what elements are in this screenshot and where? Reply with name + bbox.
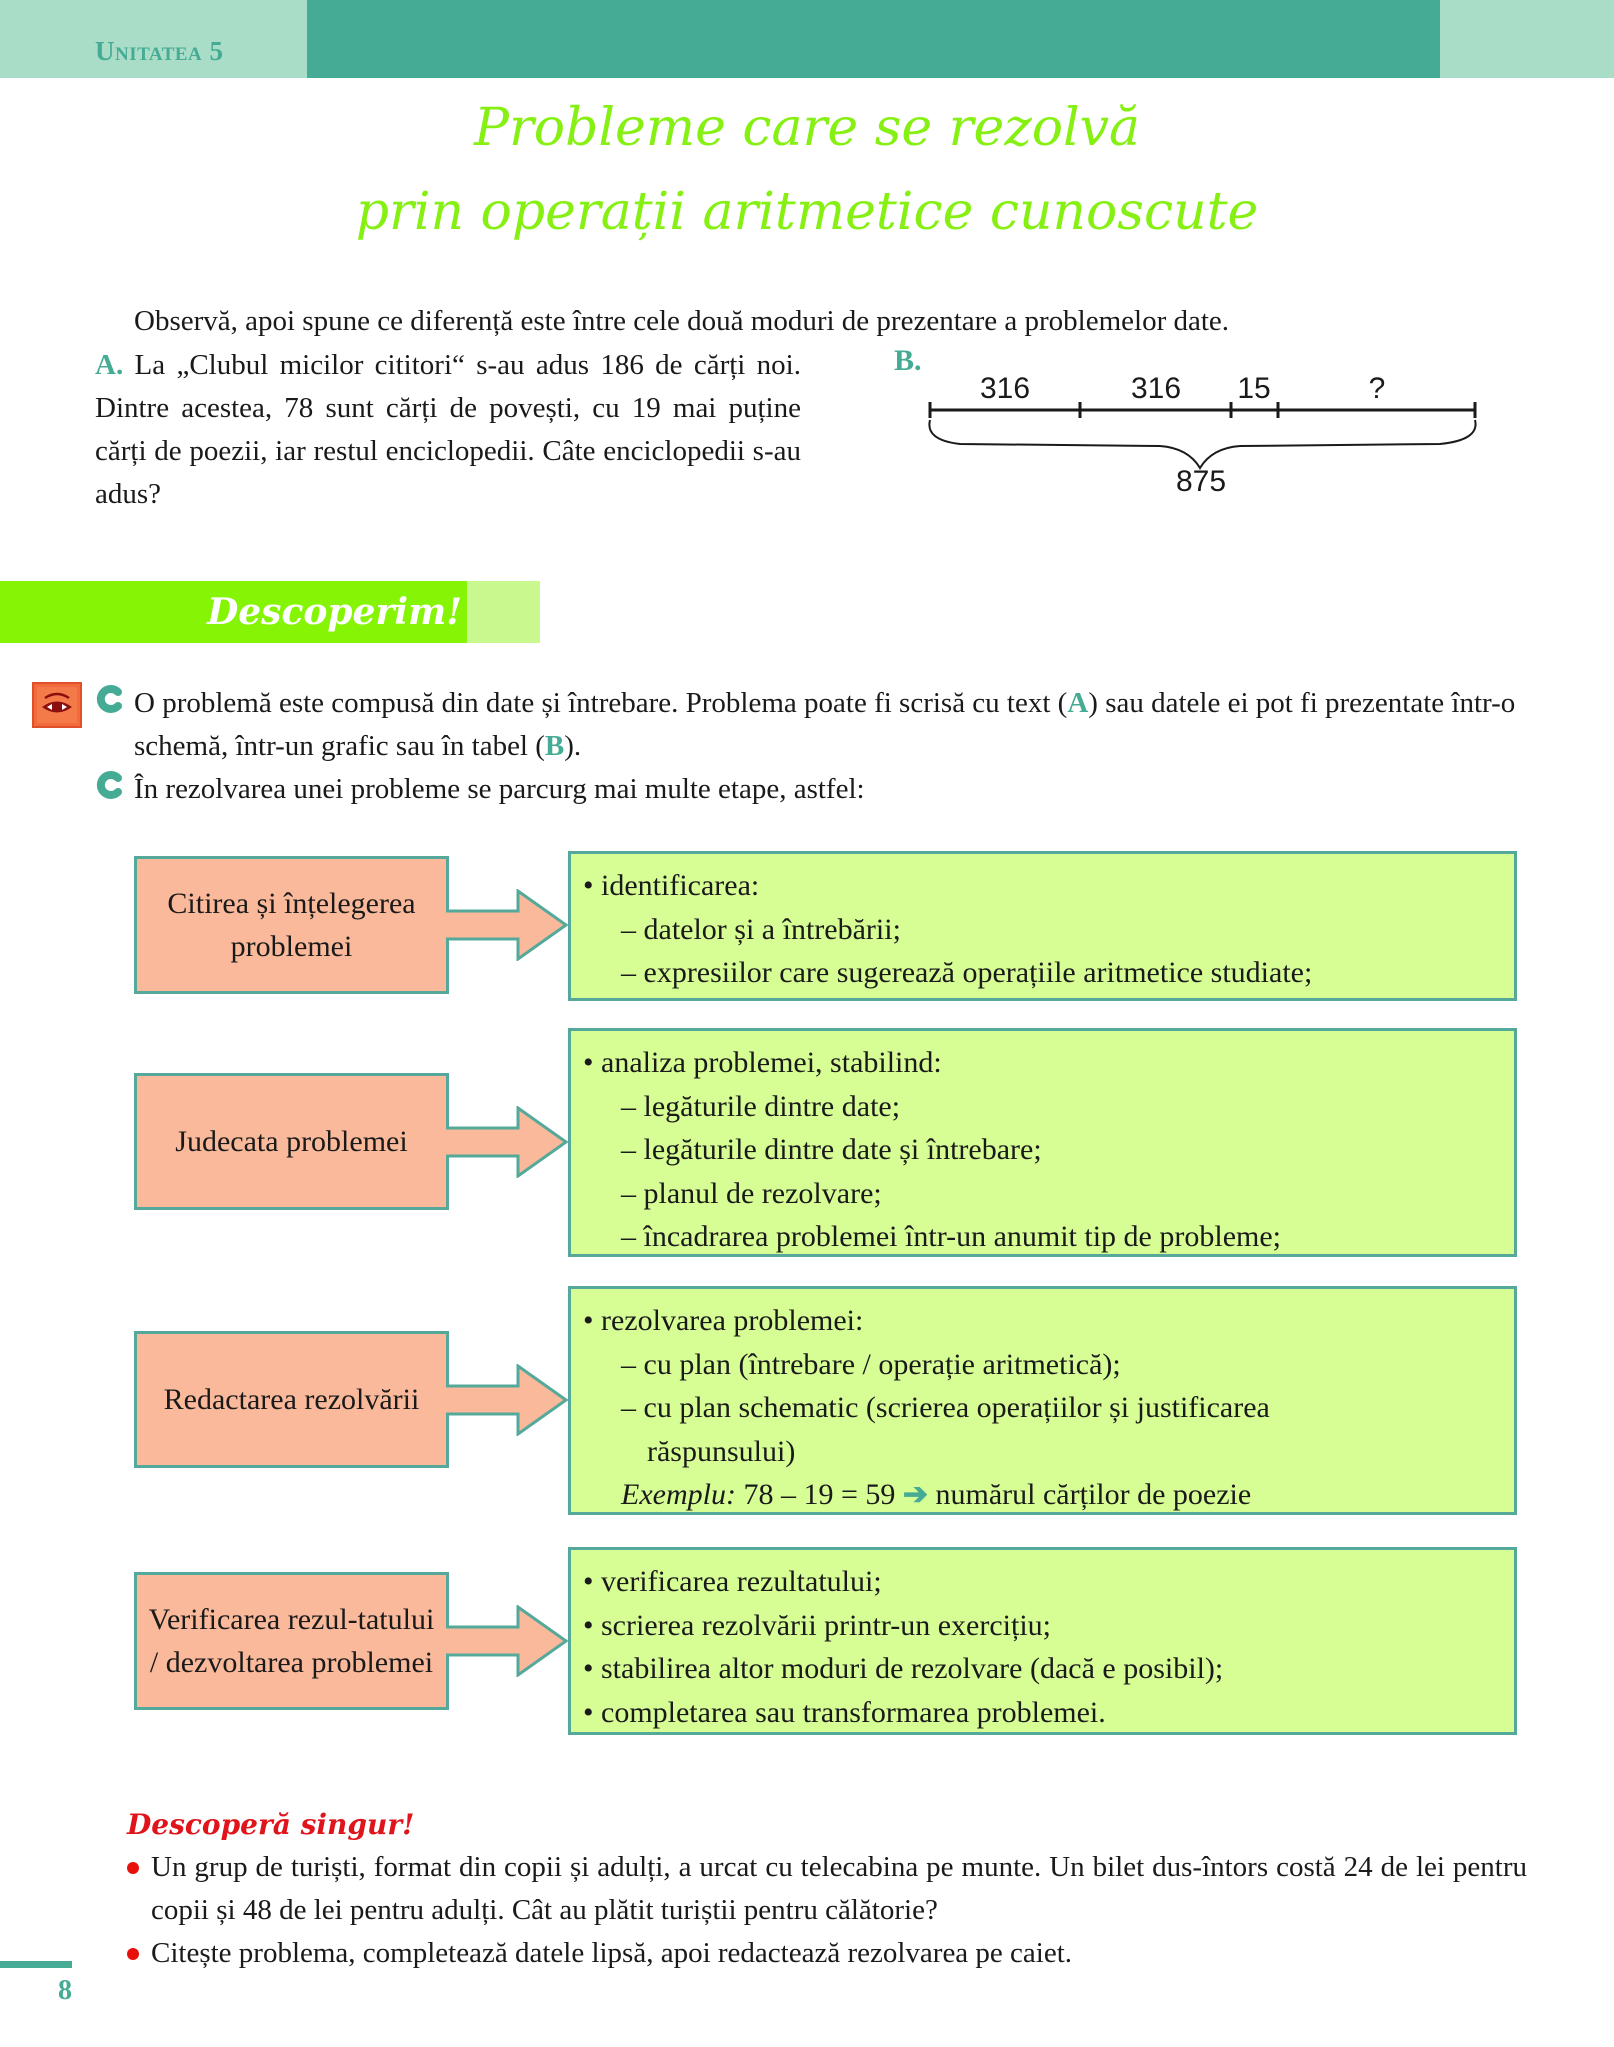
step-box-reasoning: Judecata problemei	[134, 1073, 449, 1210]
arrow-right-icon	[446, 1106, 570, 1178]
discover-alone-title: Descoperă singur!	[127, 1808, 415, 1841]
discover-point-2: În rezolvarea unei probleme se parcurg mai multe etape, astfel:	[134, 773, 865, 805]
arrow-right-icon	[446, 1364, 570, 1436]
intro-instruction: Observă, apoi spune ce diferență este între cele două moduri de prezentare a problemelor date.	[134, 305, 1230, 337]
problem-b-label: B.	[894, 344, 922, 377]
segment-label-3: 15	[1237, 372, 1271, 405]
list-item: Un grup de turiști, format din copii și adulți, a urcat cu telecabina pe munte. Un bilet dus-întors costă 24 de lei pentru copii și 48 de lei pentru adulți. Cât au plătit turiștii pentru călătorie?	[127, 1846, 1527, 1932]
segment-label-2: 316	[1130, 372, 1182, 405]
mark-a: A	[1067, 687, 1089, 719]
total-brace	[929, 420, 1475, 468]
arrow-right-icon	[446, 1605, 570, 1677]
problem-a-text: La „Clubul micilor cititori“ s-au adus 186 de cărți noi. Dintre acestea, 78 sunt cărți de povești, cu 19 mai puține cărți de poezii, iar restul enciclopedii. Câte enciclopedii s-au adus?	[95, 349, 801, 510]
c-bullet-icon	[96, 770, 124, 800]
bullet-dot-icon	[127, 1862, 139, 1874]
segment-diagram	[920, 360, 1490, 510]
example-expression: 78 – 19 = 59	[743, 1478, 896, 1511]
page-number: 8	[58, 1975, 72, 2006]
problem-a	[95, 344, 801, 516]
step-box-writing: Redactarea rezolvării	[134, 1331, 449, 1468]
discover-point-1: O problemă este compusă din date și întrebare. Problema poate fi scrisă cu text (A) sau datele ei pot fi prezentate într-o schemă, într-un grafic sau în tabel (B).	[134, 687, 1516, 762]
mark-b: B	[544, 730, 565, 762]
page-title-line-1: Probleme care se rezolvă	[473, 98, 1141, 158]
problem-a-label: A.	[95, 349, 124, 381]
footer-bar	[0, 1961, 72, 1968]
discover-points	[134, 682, 1524, 811]
arrow-right-icon	[446, 889, 570, 961]
total-label: 875	[1175, 465, 1227, 498]
page-title-line-2: prin operații aritmetice cunoscute	[355, 182, 1259, 242]
step-box-verification: Verificarea rezul-tatului / dezvoltarea problemei	[134, 1572, 449, 1710]
step-detail-reading: • identificarea: – datelor și a întrebării; – expresiilor care sugerează operațiile aritmetice studiate;	[568, 851, 1517, 1001]
section-banner-title: Descoperim!	[207, 591, 462, 633]
step-box-reading: Citirea și înțelegerea problemei	[134, 856, 449, 994]
unit-label: Unitatea 5	[95, 36, 224, 66]
bullet-dot-icon	[127, 1948, 139, 1960]
example-line	[583, 1473, 1504, 1517]
section-banner-tail	[467, 581, 540, 643]
segment-label-4: ?	[1368, 372, 1386, 405]
step-detail-reasoning: • analiza problemei, stabilind: – legăturile dintre date; – legăturile dintre date și întrebare; – planul de rezolvare; – încadrarea problemei într-un anumit tip de probleme;	[568, 1028, 1517, 1257]
eye-icon	[32, 682, 82, 728]
c-bullet-icon	[96, 684, 124, 714]
segment-label-1: 316	[979, 372, 1031, 405]
discover-alone-list	[127, 1846, 1527, 1975]
step-detail-writing: • rezolvarea problemei: – cu plan (întrebare / operație aritmetică); – cu plan schematic (scrierea operațiilor și justificarea răspunsului) Exemplu: 78 – 19 = 59 ➔ numărul cărților de poezie	[568, 1286, 1517, 1515]
example-label: Exemplu:	[621, 1478, 736, 1511]
list-item: Citește problema, completează datele lipsă, apoi redactează rezolvarea pe caiet.	[127, 1932, 1527, 1975]
arrow-right-icon: ➔	[902, 1478, 929, 1511]
header-accent-band	[307, 0, 1440, 78]
example-result: numărul cărților de poezie	[935, 1478, 1252, 1511]
step-detail-verification: • verificarea rezultatului; • scrierea rezolvării printr-un exercițiu; • stabilirea altor moduri de rezolvare (dacă e posibil); • completarea sau transformarea problemei.	[568, 1547, 1517, 1735]
